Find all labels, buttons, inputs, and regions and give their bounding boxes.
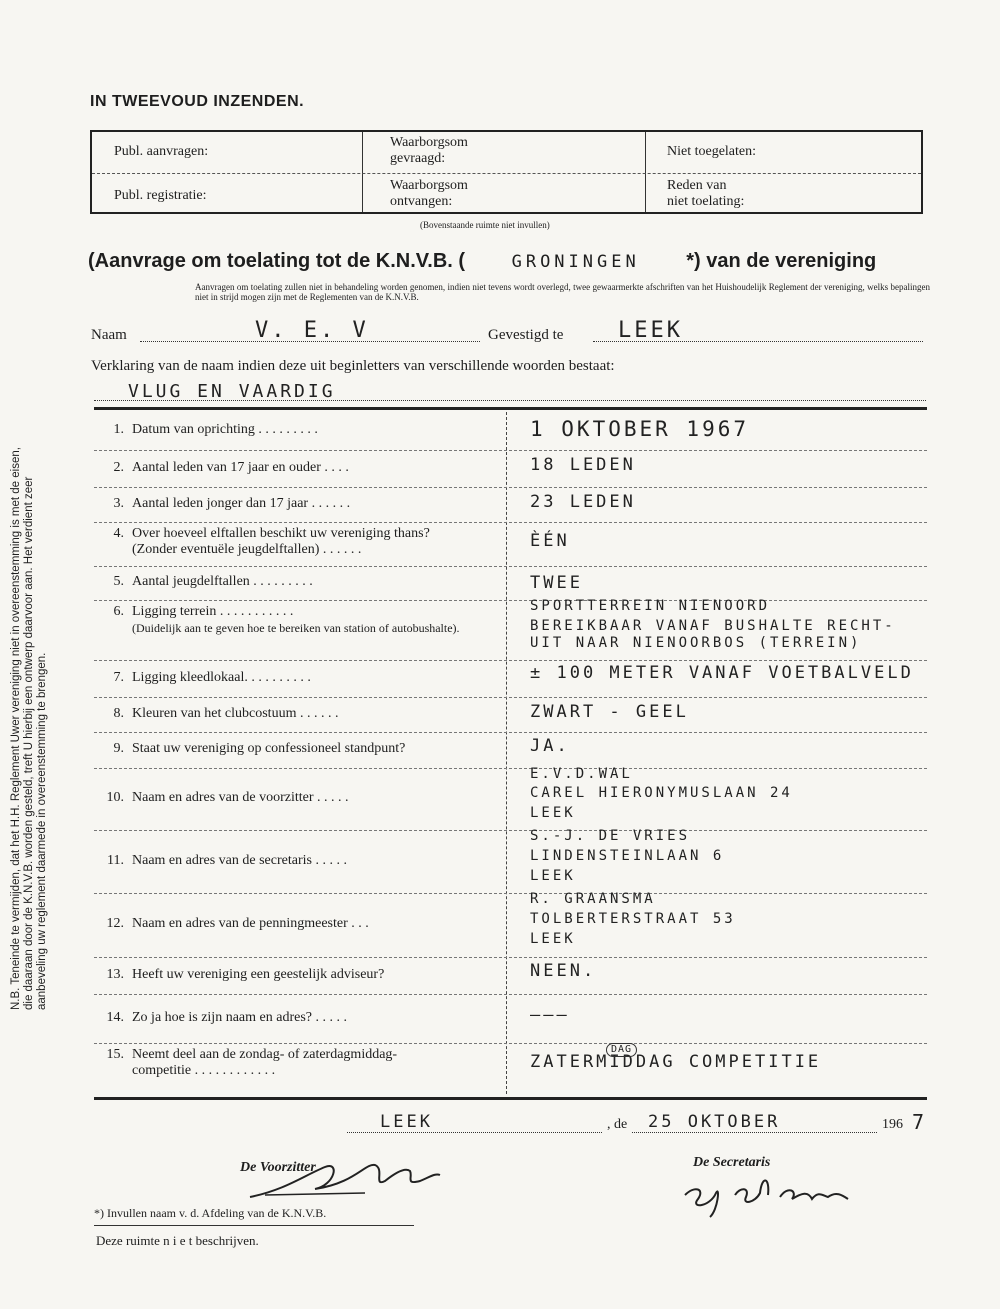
signing-place: LEEK (380, 1112, 433, 1132)
row-question: Aantal leden van 17 jaar en ouder . . . . (132, 460, 349, 475)
row-number: 3. (113, 496, 124, 511)
row-answer: 1 OKTOBER 1967 (530, 417, 750, 441)
table-row (94, 893, 504, 957)
row-answer: TWEE (530, 573, 583, 593)
table-row (94, 412, 504, 450)
admin-box (90, 130, 923, 214)
row-answer: CAREL HIERONYMUSLAAN 24 (530, 785, 793, 801)
waarborg-gevraagd-label: Waarborgsom gevraagd: (390, 135, 468, 166)
row-answer: S.-J. DE VRIES (530, 828, 691, 844)
signing-year: 196 (882, 1117, 903, 1132)
row-question: Staat uw vereniging op confessioneel standpunt? (132, 741, 406, 756)
row-number: 2. (113, 460, 124, 475)
row-question: Aantal leden jonger dan 17 jaar . . . . . . (132, 496, 351, 511)
verklaring-label: Verklaring van de naam indien deze uit beginletters van verschillende woorden bestaat: (91, 358, 615, 374)
row-answer: LEEK (530, 805, 576, 821)
row-question: Naam en adres van de voorzitter . . . . . (132, 790, 349, 805)
row-number: 14. (106, 1010, 124, 1025)
row-answer: R. GRAANSMA (530, 891, 656, 907)
row-number: 9. (113, 741, 124, 756)
secretaris-signature (680, 1165, 870, 1220)
admin-divider (645, 132, 646, 212)
publ-registratie-label: Publ. registratie: (114, 188, 207, 203)
verklaring-value: VLUG EN VAARDIG (128, 381, 336, 402)
row-number: 7. (113, 670, 124, 685)
waarborg-ontvangen-label: Waarborgsom ontvangen: (390, 178, 468, 209)
row-answer: JA. (530, 736, 570, 756)
row-number: 11. (107, 853, 124, 868)
row-answer: ZWART - GEEL (530, 702, 689, 722)
row-answer: LEEK (530, 868, 576, 884)
table-row (94, 1043, 504, 1097)
form-heading: IN TWEEVOUD INZENDEN. (90, 93, 305, 110)
row-answer: E.V.D.WAL (530, 766, 633, 782)
side-note: N.B. Teneinde te vermijden, dat het H.H. Reglement Uwer vereniging niet in overeenstemming is met de eisen, die daaraan door de K.N.V.B. worden gesteld, treft U hierbij een ontwerp daarvoor aan. Het verdient zeer aanbeveling uw reglement daarmede in overeenstemming te brengen. (10, 447, 48, 1010)
row-number: 12. (106, 916, 124, 931)
table-row (94, 522, 504, 566)
secretaris-label: De Secretaris (693, 1155, 771, 1170)
row-question: Zo ja hoe is zijn naam en adres? . . . . . (132, 1010, 347, 1025)
row-answer: ——— (530, 1005, 570, 1025)
row-number: 10. (106, 790, 124, 805)
table-row (94, 600, 504, 660)
footnote: *) Invullen naam v. d. Afdeling van de K.N.V.B. (94, 1206, 327, 1220)
table-row (94, 450, 504, 487)
row-answer: TOLBERTERSTRAAT 53 (530, 911, 736, 927)
signing-date: 25 OKTOBER (648, 1112, 781, 1132)
admin-divider (92, 173, 921, 174)
row-question: Naam en adres van de secretaris . . . . . (132, 853, 347, 868)
reden-label: Reden van niet toelating: (667, 178, 745, 209)
afdeling-value: GRONINGEN (511, 252, 640, 272)
admin-note: (Bovenstaande ruimte niet invullen) (420, 220, 550, 230)
row-number: 1. (113, 422, 124, 437)
row-question: Neemt deel aan de zondag- of zaterdagmiddag- competitie . . . . . . . . . . . . (132, 1047, 398, 1078)
footnote-rule (94, 1225, 414, 1226)
row-question: Ligging terrein . . . . . . . . . . . (Duidelijk aan te geven hoe te bereiken van station of autobushalte). (132, 604, 460, 635)
naam-value: V. E. V (255, 318, 369, 343)
signing-de: , de (607, 1117, 628, 1132)
table-row (94, 660, 504, 697)
voorzitter-label: De Voorzitter (240, 1160, 316, 1175)
no-write-note: Deze ruimte n i e t beschrijven. (96, 1233, 259, 1248)
request-title: (Aanvrage om toelating tot de K.N.V.B. ( GRONINGEN *) van de vereniging (88, 250, 877, 272)
naam-label: Naam (91, 327, 127, 343)
request-note: Aanvragen om toelating zullen niet in behandeling worden genomen, indien niet tevens wordt overlegd, twee gewaarmerkte afschriften van het Huishoudelijk Reglement der vereniging, welks bepalingen niet in strijd mogen zijn met de Reglementen van de K.N.V.B. (195, 282, 930, 302)
row-number: 15. (106, 1047, 124, 1062)
row-number: 13. (106, 967, 124, 982)
table-row (94, 697, 504, 732)
row-question: Ligging kleedlokaal. . . . . . . . . . (132, 670, 311, 685)
row-answer: SPORTTERREIN NIENOORD (530, 598, 771, 614)
table-row (94, 732, 504, 768)
row-answer: LEEK (530, 931, 576, 947)
row-answer: ± 100 METER VANAF VOETBALVELD (530, 663, 914, 683)
row-question: Aantal jeugdelftallen . . . . . . . . . (132, 574, 313, 589)
row-answer: 18 LEDEN (530, 455, 636, 475)
table-row (94, 830, 504, 893)
signing-year-digit: 7 (912, 1110, 928, 1134)
row-answer: UIT NAAR NIENOORBOS (TERREIN) (530, 635, 862, 651)
row-number: 6. (113, 604, 124, 619)
row-question: Heeft uw vereniging een geestelijk adviseur? (132, 967, 385, 982)
row-number: 8. (113, 706, 124, 721)
table-top-rule (94, 407, 927, 410)
row-answer: 23 LEDEN (530, 492, 636, 512)
column-separator (506, 412, 507, 1094)
niet-toegelaten-label: Niet toegelaten: (667, 144, 757, 159)
row-question: Naam en adres van de penningmeester . . . (132, 916, 369, 931)
admin-divider (362, 132, 363, 212)
table-row (94, 566, 504, 600)
row-question: Datum van oprichting . . . . . . . . . (132, 422, 318, 437)
row-question: Kleuren van het clubcostuum . . . . . . (132, 706, 339, 721)
row-answer: BEREIKBAAR VANAF BUSHALTE RECHT- (530, 618, 896, 634)
voorzitter-signature (245, 1155, 445, 1205)
row-answer: ZATERMIDDAG COMPETITIE (530, 1052, 822, 1072)
table-row (94, 487, 504, 522)
publ-aanvragen-label: Publ. aanvragen: (114, 144, 209, 159)
row-number: 4. (113, 526, 124, 541)
row-answer-insert: DAG (606, 1043, 637, 1057)
table-bottom-rule (94, 1097, 927, 1100)
gevestigd-label: Gevestigd te (488, 327, 564, 343)
table-row (94, 994, 504, 1043)
table-row (94, 768, 504, 830)
row-number: 5. (113, 574, 124, 589)
gevestigd-value: LEEK (618, 318, 683, 343)
row-answer: NEEN. (530, 961, 597, 981)
row-answer: LINDENSTEINLAAN 6 (530, 848, 725, 864)
row-answer: ÈÉN (530, 531, 570, 551)
table-row (94, 957, 504, 994)
row-question: Over hoeveel elftallen beschikt uw vereniging thans? (Zonder eventuële jeugdelftallen) . . . . . . (132, 526, 430, 557)
